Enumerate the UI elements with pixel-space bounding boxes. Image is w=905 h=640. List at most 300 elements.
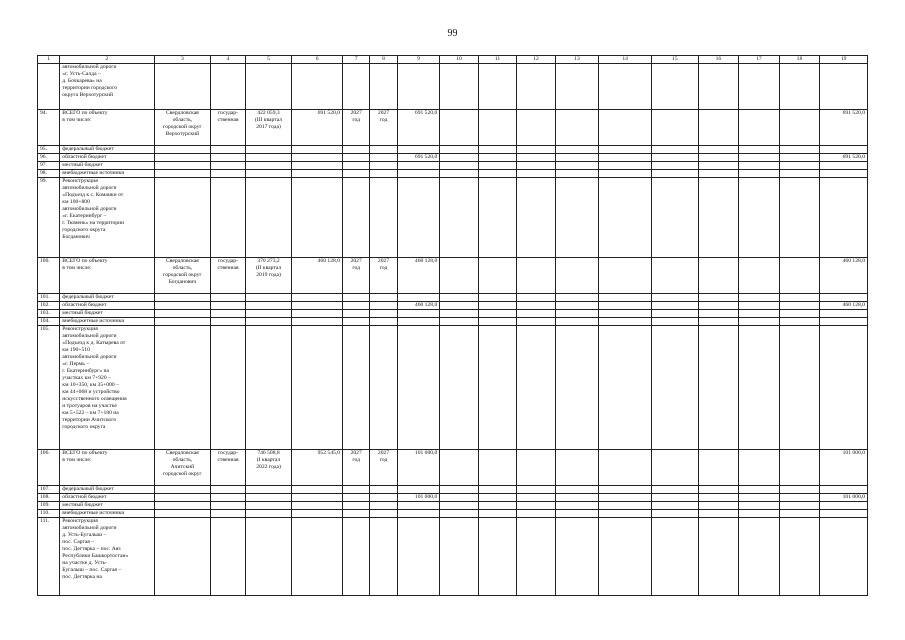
- table-cell-col-18: [779, 502, 820, 510]
- table-cell-col-14: [599, 502, 652, 510]
- table-cell-col-1: 99.: [38, 178, 60, 258]
- table-cell-col-9: 101 000,0: [397, 450, 440, 486]
- table-cell-col-8: 2027 год: [370, 110, 397, 146]
- table-cell-col-15: [652, 110, 699, 146]
- table-cell-col-7: [342, 518, 369, 596]
- table-cell-col-14: [599, 178, 652, 258]
- table-cell-col-9: 101 000,0: [397, 494, 440, 502]
- table-cell-col-18: [779, 310, 820, 318]
- table-row: [38, 318, 868, 326]
- table-cell-col-19: [820, 326, 868, 450]
- table-cell-col-11: [478, 64, 517, 110]
- table-cell-col-18: [779, 318, 820, 326]
- table-cell-col-1: 101.: [38, 294, 60, 302]
- table-cell-col-7: [342, 64, 369, 110]
- table-cell-col-13: [555, 326, 599, 450]
- table-cell-col-14: [599, 302, 652, 310]
- table-cell-col-13: [555, 294, 599, 302]
- table-cell-col-6: [292, 494, 343, 502]
- table-cell-col-1: 103.: [38, 310, 60, 318]
- table-row: [38, 258, 868, 294]
- table-cell-col-19: [820, 318, 868, 326]
- table-cell-col-16: [698, 258, 739, 294]
- table-cell-col-3: [154, 486, 211, 494]
- table-cell-col-15: [652, 170, 699, 178]
- table-cell-col-2: внебюджетные источники: [60, 170, 154, 178]
- table-cell-col-4: [211, 518, 245, 596]
- table-cell-col-11: [478, 162, 517, 170]
- column-header: 17: [739, 56, 780, 64]
- table-cell-col-15: [652, 510, 699, 518]
- table-cell-col-8: [370, 170, 397, 178]
- column-header: 3: [154, 56, 211, 64]
- table-row: [38, 178, 868, 258]
- table-cell-col-18: [779, 486, 820, 494]
- table-cell-col-12: [517, 510, 556, 518]
- table-cell-col-11: [478, 502, 517, 510]
- table-row: [38, 64, 868, 110]
- table-cell-col-14: [599, 146, 652, 154]
- table-cell-col-13: [555, 146, 599, 154]
- budget-table: [37, 55, 868, 596]
- table-cell-col-12: [517, 326, 556, 450]
- table-cell-col-11: [478, 486, 517, 494]
- table-cell-col-1: 109.: [38, 502, 60, 510]
- table-cell-col-13: [555, 178, 599, 258]
- table-cell-col-9: [397, 162, 440, 170]
- table-cell-col-13: [555, 170, 599, 178]
- table-cell-col-17: [739, 110, 780, 146]
- table-cell-col-11: [478, 170, 517, 178]
- table-cell-col-1: 104.: [38, 318, 60, 326]
- table-cell-col-9: [397, 178, 440, 258]
- table-cell-col-12: [517, 494, 556, 502]
- table-cell-col-3: [154, 154, 211, 162]
- table-cell-col-16: [698, 502, 739, 510]
- table-cell-col-8: [370, 318, 397, 326]
- table-cell-col-10: [440, 64, 479, 110]
- table-cell-col-4: [211, 170, 245, 178]
- table-cell-col-9: 460 128,0: [397, 258, 440, 294]
- table-cell-col-3: [154, 310, 211, 318]
- table-cell-col-2: федеральный бюджет: [60, 486, 154, 494]
- table-cell-col-17: [739, 170, 780, 178]
- table-cell-col-4: [211, 494, 245, 502]
- table-cell-col-15: [652, 294, 699, 302]
- table-cell-col-6: [292, 510, 343, 518]
- table-cell-col-2: Реконструкция автомобильной дороги «Подъезд к с. Комаики от км 100+800 автомобильной дороги «г. Екатеринбург – г. Тюмень» на территории городского округа Богданович: [60, 178, 154, 258]
- table-cell-col-1: 100.: [38, 258, 60, 294]
- table-cell-col-18: [779, 494, 820, 502]
- table-cell-col-1: 102.: [38, 302, 60, 310]
- table-cell-col-4: [211, 486, 245, 494]
- table-cell-col-8: [370, 162, 397, 170]
- table-cell-col-7: 2027 год: [342, 110, 369, 146]
- table-cell-col-16: [698, 486, 739, 494]
- table-cell-col-10: [440, 518, 479, 596]
- table-cell-col-3: Свердловская область, Ачитский городской округ: [154, 450, 211, 486]
- table-cell-col-6: [292, 502, 343, 510]
- table-cell-col-13: [555, 162, 599, 170]
- table-cell-col-5: [245, 494, 292, 502]
- table-row: [38, 294, 868, 302]
- table-cell-col-8: 2027 год: [370, 450, 397, 486]
- table-cell-col-4: [211, 162, 245, 170]
- table-cell-col-8: [370, 326, 397, 450]
- table-cell-col-1: 97.: [38, 162, 60, 170]
- table-cell-col-1: [38, 64, 60, 110]
- table-cell-col-14: [599, 318, 652, 326]
- table-cell-col-2: местный бюджет: [60, 310, 154, 318]
- column-header: 4: [211, 56, 245, 64]
- table-cell-col-9: [397, 170, 440, 178]
- table-cell-col-18: [779, 154, 820, 162]
- table-cell-col-14: [599, 64, 652, 110]
- table-row: [38, 502, 868, 510]
- table-row: [38, 154, 868, 162]
- table-cell-col-4: [211, 64, 245, 110]
- table-cell-col-17: [739, 326, 780, 450]
- table-cell-col-6: [292, 154, 343, 162]
- table-cell-col-12: [517, 318, 556, 326]
- table-cell-col-16: [698, 326, 739, 450]
- table-cell-col-5: [245, 294, 292, 302]
- table-cell-col-10: [440, 326, 479, 450]
- table-cell-col-10: [440, 146, 479, 154]
- table-cell-col-8: [370, 154, 397, 162]
- table-row: [38, 486, 868, 494]
- table-cell-col-9: [397, 326, 440, 450]
- column-header: 15: [652, 56, 699, 64]
- table-cell-col-17: [739, 162, 780, 170]
- table-cell-col-4: [211, 310, 245, 318]
- table-row: [38, 162, 868, 170]
- table-cell-col-8: [370, 178, 397, 258]
- table-cell-col-7: [342, 318, 369, 326]
- table-cell-col-19: [820, 502, 868, 510]
- table-cell-col-5: [245, 302, 292, 310]
- table-cell-col-12: [517, 294, 556, 302]
- column-header: 1: [38, 56, 60, 64]
- table-cell-col-16: [698, 64, 739, 110]
- table-cell-col-11: [478, 258, 517, 294]
- table-cell-col-2: внебюджетные источники: [60, 510, 154, 518]
- table-cell-col-15: [652, 518, 699, 596]
- column-header: 11: [478, 56, 517, 64]
- table-cell-col-17: [739, 64, 780, 110]
- table-cell-col-4: [211, 146, 245, 154]
- table-cell-col-12: [517, 258, 556, 294]
- table-cell-col-6: [292, 326, 343, 450]
- table-cell-col-2: федеральный бюджет: [60, 146, 154, 154]
- table-cell-col-11: [478, 518, 517, 596]
- table-cell-col-9: 460 128,0: [397, 302, 440, 310]
- table-cell-col-12: [517, 502, 556, 510]
- table-cell-col-9: [397, 518, 440, 596]
- table-cell-col-13: [555, 110, 599, 146]
- table-cell-col-17: [739, 494, 780, 502]
- table-cell-col-10: [440, 162, 479, 170]
- table-cell-col-10: [440, 110, 479, 146]
- table-cell-col-2: местный бюджет: [60, 162, 154, 170]
- table-cell-col-6: [292, 302, 343, 310]
- table-cell-col-15: [652, 494, 699, 502]
- table-cell-col-13: [555, 258, 599, 294]
- table-cell-col-17: [739, 154, 780, 162]
- table-cell-col-9: [397, 318, 440, 326]
- table-cell-col-15: [652, 258, 699, 294]
- table-cell-col-10: [440, 494, 479, 502]
- table-cell-col-18: [779, 294, 820, 302]
- table-cell-col-12: [517, 64, 556, 110]
- table-cell-col-6: 952 545,0: [292, 450, 343, 486]
- column-header: 8: [370, 56, 397, 64]
- table-cell-col-16: [698, 302, 739, 310]
- table-cell-col-10: [440, 310, 479, 318]
- table-cell-col-17: [739, 318, 780, 326]
- table-cell-col-3: [154, 162, 211, 170]
- table-cell-col-4: [211, 154, 245, 162]
- table-cell-col-16: [698, 154, 739, 162]
- table-cell-col-4: государ- ственная: [211, 258, 245, 294]
- table-cell-col-9: 691 520,0: [397, 154, 440, 162]
- table-cell-col-6: 460 128,0: [292, 258, 343, 294]
- table-cell-col-5: 370 273,2 (II квартал 2019 года): [245, 258, 292, 294]
- table-cell-col-8: 2027 год: [370, 258, 397, 294]
- table-cell-col-14: [599, 518, 652, 596]
- table-cell-col-2: Реконструкция автомобильной дороги «Подъезд к д. Катырева от км 190+510 автомобильной дороги «г. Пермь – г. Екатеринбург» на участках км 7+920 – км 10+350, км 35+000 – км 44+068 и устройство искусственного освещения и тротуаров на участке км 5+522 – км 7+180 на территории Ачитского городского округа: [60, 326, 154, 450]
- table-row: [38, 310, 868, 318]
- table-cell-col-5: [245, 310, 292, 318]
- table-cell-col-3: [154, 494, 211, 502]
- table-row: [38, 170, 868, 178]
- table-cell-col-3: [154, 502, 211, 510]
- table-cell-col-13: [555, 494, 599, 502]
- table-cell-col-5: [245, 162, 292, 170]
- table-cell-col-15: [652, 310, 699, 318]
- table-cell-col-12: [517, 310, 556, 318]
- table-cell-col-7: [342, 154, 369, 162]
- table-cell-col-19: [820, 486, 868, 494]
- table-cell-col-12: [517, 170, 556, 178]
- table-cell-col-4: [211, 326, 245, 450]
- table-cell-col-1: 98.: [38, 170, 60, 178]
- table-cell-col-7: [342, 178, 369, 258]
- table-cell-col-14: [599, 162, 652, 170]
- table-cell-col-8: [370, 302, 397, 310]
- table-cell-col-7: [342, 486, 369, 494]
- table-cell-col-9: [397, 294, 440, 302]
- table-cell-col-13: [555, 154, 599, 162]
- table-cell-col-1: 105.: [38, 326, 60, 450]
- table-cell-col-12: [517, 110, 556, 146]
- table-cell-col-19: [820, 310, 868, 318]
- table-cell-col-7: [342, 146, 369, 154]
- table-cell-col-6: [292, 518, 343, 596]
- table-cell-col-5: [245, 326, 292, 450]
- table-cell-col-7: [342, 302, 369, 310]
- table-cell-col-2: областной бюджет: [60, 494, 154, 502]
- table-cell-col-1: 111.: [38, 518, 60, 596]
- table-cell-col-19: [820, 162, 868, 170]
- table-row: [38, 326, 868, 450]
- table-cell-col-10: [440, 294, 479, 302]
- table-cell-col-8: [370, 494, 397, 502]
- column-header: 5: [245, 56, 292, 64]
- table-cell-col-16: [698, 450, 739, 486]
- table-row: [38, 518, 868, 596]
- table-cell-col-17: [739, 146, 780, 154]
- table-row: [38, 146, 868, 154]
- table-cell-col-7: [342, 502, 369, 510]
- column-header: 2: [60, 56, 154, 64]
- table-cell-col-19: [820, 510, 868, 518]
- table-cell-col-11: [478, 510, 517, 518]
- table-cell-col-16: [698, 162, 739, 170]
- table-cell-col-9: [397, 146, 440, 154]
- table-cell-col-11: [478, 310, 517, 318]
- table-cell-col-7: [342, 326, 369, 450]
- table-cell-col-10: [440, 450, 479, 486]
- column-header: 13: [555, 56, 599, 64]
- table-cell-col-12: [517, 154, 556, 162]
- table-cell-col-18: [779, 518, 820, 596]
- table-cell-col-5: [245, 178, 292, 258]
- table-cell-col-11: [478, 146, 517, 154]
- table-cell-col-6: [292, 170, 343, 178]
- table-cell-col-1: 95.: [38, 146, 60, 154]
- table-cell-col-4: государ- ственная: [211, 450, 245, 486]
- table-row: [38, 110, 868, 146]
- table-cell-col-18: [779, 450, 820, 486]
- table-cell-col-10: [440, 486, 479, 494]
- table-cell-col-5: [245, 154, 292, 162]
- column-header: 6: [292, 56, 343, 64]
- table-cell-col-2: областной бюджет: [60, 302, 154, 310]
- table-cell-col-12: [517, 486, 556, 494]
- table-cell-col-5: 746 508,8 (I квартал 2022 года): [245, 450, 292, 486]
- table-cell-col-13: [555, 502, 599, 510]
- table-cell-col-11: [478, 326, 517, 450]
- table-cell-col-5: [245, 510, 292, 518]
- table-cell-col-2: Реконструкция автомобильной дороги д. Усть-Бугалыш – пос. Саргая – пос. Дегтярка – пос. Аяз Республики Башкортостан» на участке д. Усть- Бугалыш – пос. Саргая – пос. Дегтярка на: [60, 518, 154, 596]
- table-cell-col-14: [599, 110, 652, 146]
- table-cell-col-19: [820, 518, 868, 596]
- column-header: 12: [517, 56, 556, 64]
- table-cell-col-7: [342, 310, 369, 318]
- table-cell-col-4: [211, 302, 245, 310]
- table-cell-col-14: [599, 170, 652, 178]
- table-cell-col-1: 108.: [38, 494, 60, 502]
- table-cell-col-14: [599, 154, 652, 162]
- table-cell-col-11: [478, 178, 517, 258]
- table-cell-col-15: [652, 302, 699, 310]
- table-cell-col-17: [739, 294, 780, 302]
- table-cell-col-16: [698, 318, 739, 326]
- table-cell-col-4: государ- ственная: [211, 110, 245, 146]
- table-cell-col-16: [698, 146, 739, 154]
- table-cell-col-3: [154, 146, 211, 154]
- table-cell-col-4: [211, 502, 245, 510]
- table-row: [38, 302, 868, 310]
- table-cell-col-10: [440, 258, 479, 294]
- table-cell-col-15: [652, 502, 699, 510]
- table-cell-col-5: 422 059,3 (III квартал 2017 года): [245, 110, 292, 146]
- table-cell-col-8: [370, 64, 397, 110]
- table-cell-col-14: [599, 450, 652, 486]
- table-cell-col-16: [698, 518, 739, 596]
- header-row: [38, 56, 868, 64]
- table-cell-col-19: [820, 64, 868, 110]
- table-cell-col-14: [599, 294, 652, 302]
- table-cell-col-15: [652, 326, 699, 450]
- table-cell-col-3: [154, 518, 211, 596]
- table-cell-col-13: [555, 302, 599, 310]
- column-header: 9: [397, 56, 440, 64]
- table-cell-col-16: [698, 110, 739, 146]
- table-cell-col-1: 107.: [38, 486, 60, 494]
- table-cell-col-17: [739, 502, 780, 510]
- table-cell-col-19: [820, 146, 868, 154]
- table-cell-col-7: 2027 год: [342, 258, 369, 294]
- table-cell-col-10: [440, 178, 479, 258]
- table-cell-col-9: [397, 310, 440, 318]
- table-cell-col-16: [698, 170, 739, 178]
- table-cell-col-2: ВСЕГО по объекту в том числе:: [60, 450, 154, 486]
- table-cell-col-6: [292, 178, 343, 258]
- table-cell-col-14: [599, 258, 652, 294]
- table-cell-col-7: [342, 294, 369, 302]
- table-cell-col-18: [779, 170, 820, 178]
- table-cell-col-7: [342, 494, 369, 502]
- table-cell-col-13: [555, 318, 599, 326]
- table-cell-col-19: [820, 294, 868, 302]
- table-cell-col-3: [154, 326, 211, 450]
- table-cell-col-18: [779, 510, 820, 518]
- table-cell-col-14: [599, 494, 652, 502]
- table-cell-col-19: 101 000,0: [820, 450, 868, 486]
- table-cell-col-12: [517, 146, 556, 154]
- table-cell-col-17: [739, 450, 780, 486]
- table-cell-col-7: 2027 год: [342, 450, 369, 486]
- table-cell-col-14: [599, 510, 652, 518]
- table-cell-col-18: [779, 178, 820, 258]
- table-cell-col-17: [739, 310, 780, 318]
- table-cell-col-19: [820, 178, 868, 258]
- table-cell-col-10: [440, 302, 479, 310]
- table-cell-col-10: [440, 318, 479, 326]
- table-cell-col-18: [779, 326, 820, 450]
- table-cell-col-19: 691 520,0: [820, 110, 868, 146]
- table-cell-col-7: [342, 510, 369, 518]
- table-cell-col-17: [739, 302, 780, 310]
- table-cell-col-3: [154, 64, 211, 110]
- table-cell-col-16: [698, 494, 739, 502]
- table-cell-col-18: [779, 258, 820, 294]
- table-cell-col-2: ВСЕГО по объекту в том числе:: [60, 110, 154, 146]
- table-row: [38, 510, 868, 518]
- table-cell-col-8: [370, 294, 397, 302]
- column-header: 10: [440, 56, 479, 64]
- table-cell-col-5: [245, 318, 292, 326]
- table-cell-col-5: [245, 486, 292, 494]
- column-header: 18: [779, 56, 820, 64]
- table-cell-col-7: [342, 162, 369, 170]
- table-cell-col-5: [245, 502, 292, 510]
- table-cell-col-2: федеральный бюджет: [60, 294, 154, 302]
- table-cell-col-4: [211, 318, 245, 326]
- table-cell-col-2: ВСЕГО по объекту в том числе:: [60, 258, 154, 294]
